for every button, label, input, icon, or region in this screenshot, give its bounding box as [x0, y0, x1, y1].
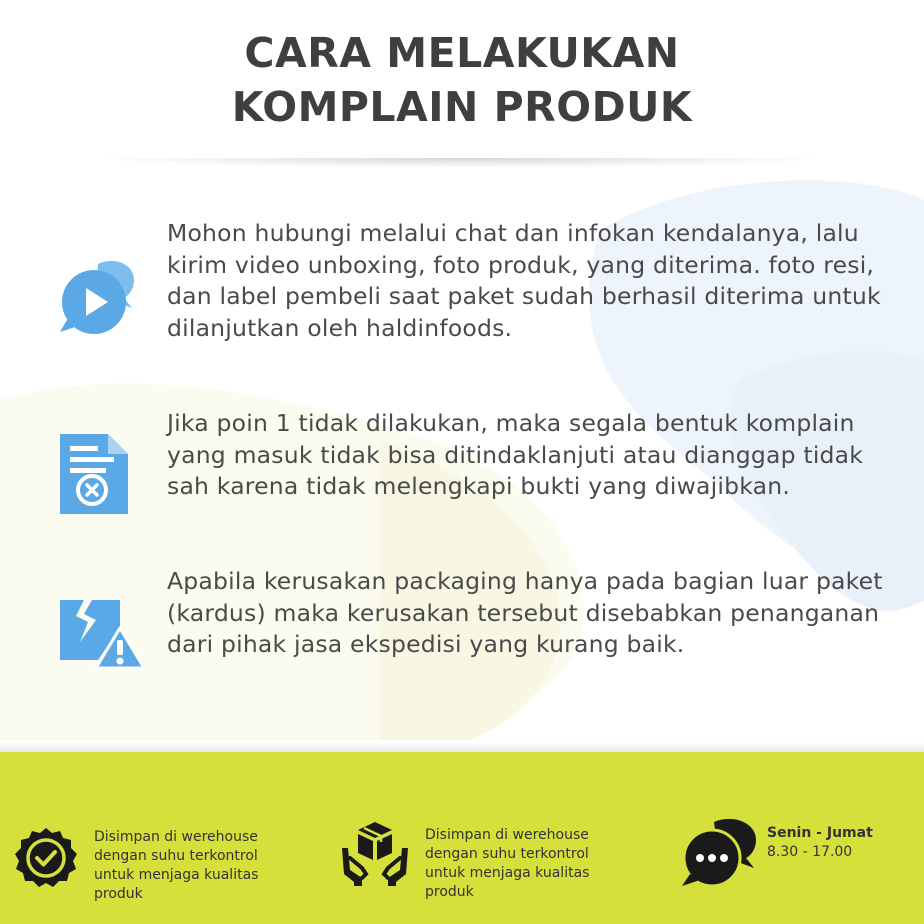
complaint-step-2: [0, 408, 924, 538]
title-line-2: KOMPLAIN PRODUK: [231, 83, 693, 131]
hands-box-icon: [340, 818, 410, 888]
complaint-step-3: [0, 566, 924, 696]
check-badge-icon: [14, 826, 78, 890]
title-line-1: CARA MELAKUKAN: [244, 29, 680, 77]
footer-item-storage: [0, 752, 310, 924]
complaint-step-1: [0, 218, 924, 378]
chat-bubbles-icon: [678, 818, 758, 888]
chat-play-icon: [58, 258, 138, 336]
step-3-text: Apabila kerusakan packaging hanya pada bagian luar paket (kardus) maka kerusakan tersebut disebabkan penanganan dari pihak jasa ekspedisi yang kurang baik.: [167, 567, 883, 658]
broken-box-warning-icon: [58, 598, 144, 670]
document-reject-icon: [60, 434, 128, 514]
service-days: Senin - Jumat: [767, 825, 873, 841]
footer-bar: [0, 752, 924, 924]
footer-item-handling: [330, 752, 650, 924]
storage-text: Disimpan di werehouse dengan suhu terkontrol untuk menjaga kualitas produk: [94, 829, 259, 902]
header: [0, 0, 924, 160]
page-title: [0, 0, 924, 134]
step-1-text: Mohon hubungi melalui chat dan infokan kendalanya, lalu kirim video unboxing, foto produk, yang diterima. foto resi, dan label pembeli saat paket sudah berhasil diterima untuk dilanjutkan oleh haldinfoods.: [167, 219, 881, 342]
step-2-text: Jika poin 1 tidak dilakukan, maka segala bentuk komplain yang masuk tidak bisa ditindaklanjuti atau dianggap tidak sah karena tidak melengkapi bukti yang diwajibkan.: [167, 409, 864, 500]
footer-item-hours: [670, 752, 924, 924]
handling-text: Disimpan di werehouse dengan suhu terkontrol untuk menjaga kualitas produk: [425, 827, 590, 900]
service-hours: 8.30 - 17.00: [767, 844, 853, 860]
